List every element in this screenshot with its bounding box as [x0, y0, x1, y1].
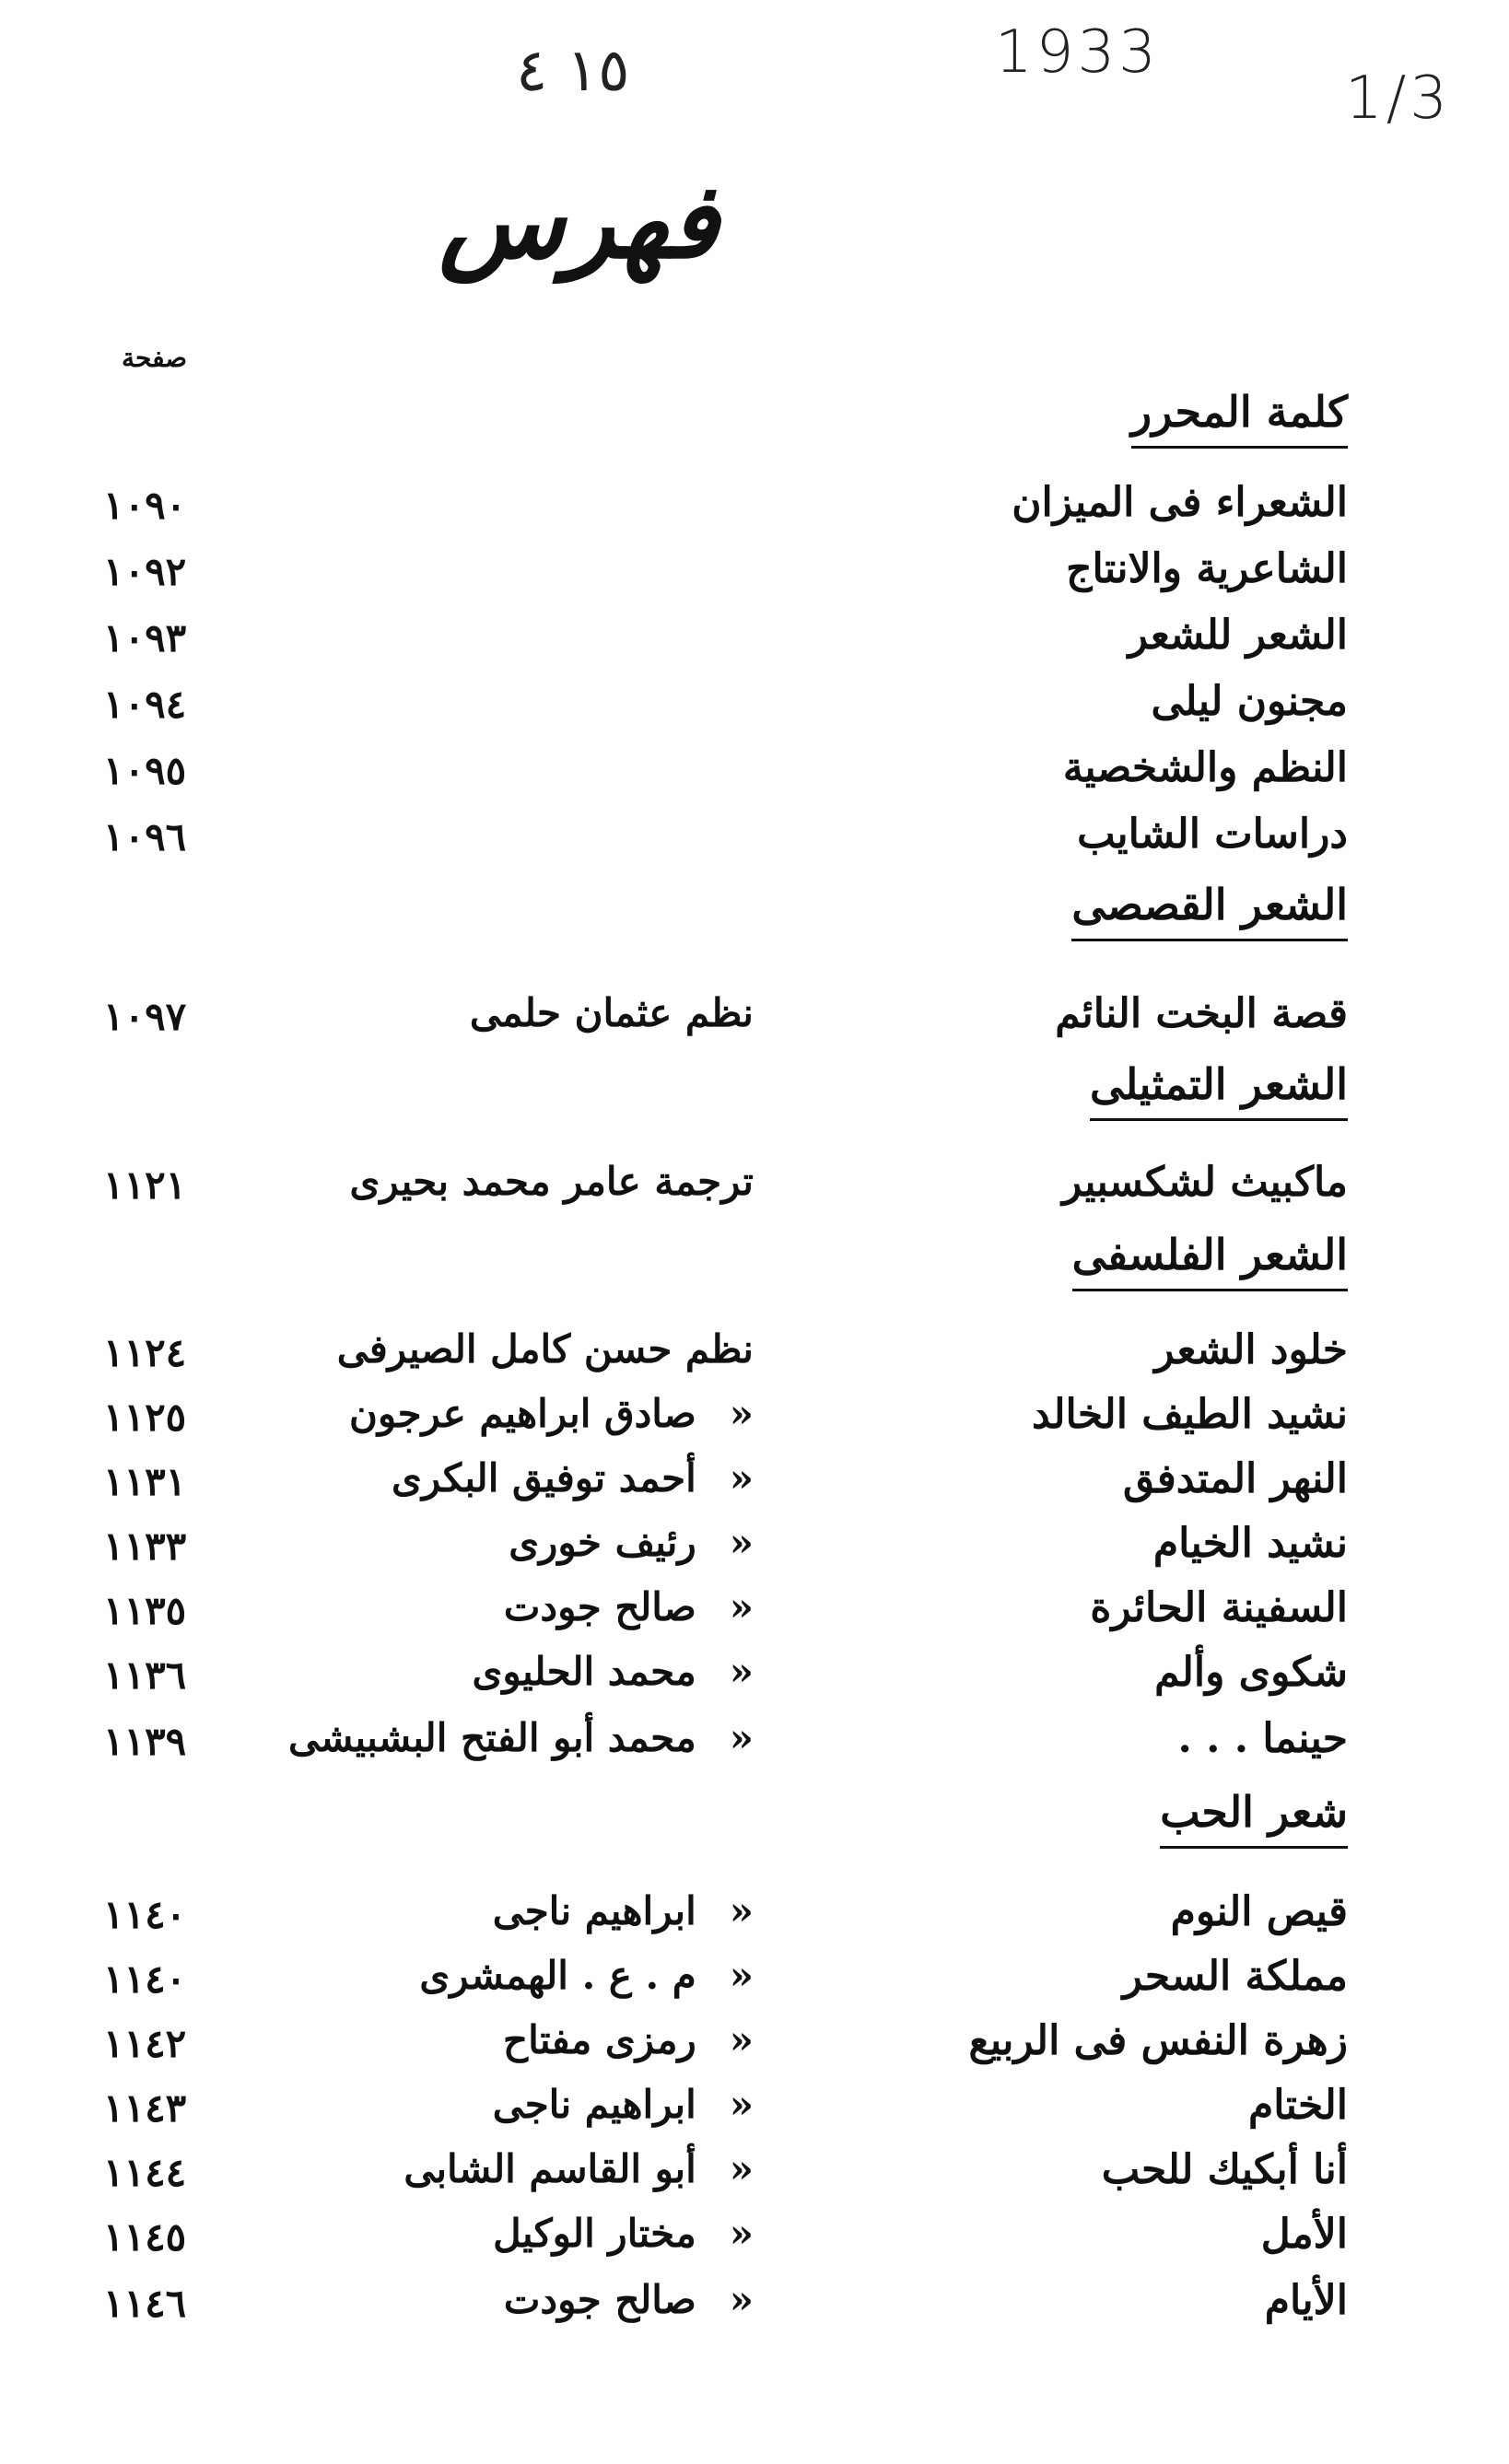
author-name: صالح جودت	[503, 1584, 696, 1629]
handwritten-note-left: ١٥ ٤	[516, 37, 630, 105]
entry-page: ١١٤٣	[103, 2085, 187, 2131]
toc-row	[0, 1715, 1509, 1780]
toc-row	[0, 744, 1509, 809]
author-name: أبو القاسم الشابى	[404, 2146, 696, 2191]
entry-title: الأمل	[1260, 2211, 1348, 2258]
entry-author	[504, 2277, 754, 2322]
entry-author	[472, 1649, 754, 1694]
entry-page: ١١٤٢	[103, 2021, 187, 2066]
entry-page: ١٠٩٣	[103, 615, 187, 660]
entry-author: نظم حسن كامل الصيرفى	[336, 1326, 754, 1372]
entry-page: ١١٣١	[103, 1459, 187, 1504]
author-name: مختار الوكيل	[493, 2211, 696, 2256]
entry-author	[419, 1953, 754, 1998]
entry-author: ترجمة عامر محمد بحيرى	[349, 1159, 754, 1204]
entry-author	[493, 1888, 754, 1933]
entry-page: ١١٣٥	[103, 1588, 187, 1633]
ditto-mark: «	[729, 2211, 754, 2256]
toc-row	[0, 1520, 1509, 1584]
entry-title: مجنون ليلى	[1151, 678, 1348, 725]
entry-page: ١٠٩٥	[103, 748, 187, 793]
author-name: رئيف خورى	[509, 1520, 696, 1565]
entry-title: زهرة النفس فى الربيع	[968, 2017, 1348, 2064]
entry-title: النظم والشخصية	[1062, 744, 1348, 791]
handwritten-year: 1933	[995, 18, 1160, 87]
entry-page: ١٠٩٢	[103, 549, 187, 594]
toc-row	[0, 1888, 1509, 1953]
entry-page: ١١٤٠	[103, 1892, 187, 1937]
toc-row	[0, 2211, 1509, 2275]
toc-row	[0, 990, 1509, 1055]
toc-row	[0, 2277, 1509, 2341]
entry-author: نظم عثمان حلمى	[469, 990, 754, 1035]
entry-title: حينما . . .	[1177, 1715, 1348, 1762]
entry-title: النهر المتدفق	[1123, 1455, 1348, 1502]
entry-author	[349, 1391, 754, 1436]
entry-page: ١١٣٣	[103, 1524, 187, 1569]
author-name: صالح جودت	[503, 2277, 696, 2322]
ditto-mark: «	[729, 1649, 754, 1694]
entry-page: ١١٤٦	[103, 2281, 187, 2326]
author-name: ابراهيم ناجى	[492, 2082, 696, 2127]
author-name: أحمد توفيق البكرى	[392, 1455, 696, 1501]
entry-title: الشعراء فى الميزان	[1012, 479, 1348, 526]
ditto-mark: «	[729, 1391, 754, 1436]
toc-row	[0, 2082, 1509, 2146]
entry-page: ١٠٩٦	[103, 814, 187, 859]
entry-title: دراسات الشايب	[1077, 811, 1348, 858]
toc-row	[0, 2146, 1509, 2211]
toc-row	[0, 2017, 1509, 2082]
toc-row	[0, 1649, 1509, 1713]
ditto-mark: «	[729, 1953, 754, 1998]
entry-author	[493, 2211, 754, 2256]
entry-page: ١١٤٠	[103, 1956, 187, 2002]
entry-page: ١١٢٥	[103, 1395, 187, 1440]
toc-row	[0, 479, 1509, 543]
entry-title: نشيد الخيام	[1152, 1520, 1348, 1567]
entry-page: ١١٣٩	[103, 1719, 187, 1764]
entry-title: شكوى وألم	[1154, 1649, 1348, 1696]
entry-author	[503, 2017, 754, 2062]
entry-author	[493, 2082, 754, 2127]
page-column-header: صفحة	[122, 343, 188, 373]
entry-page: ١٠٩٧	[103, 994, 187, 1039]
entry-title: قصة البخت النائم	[1055, 990, 1348, 1037]
toc-row	[0, 811, 1509, 875]
handwritten-fraction: 1/3	[1345, 64, 1451, 133]
entry-title: الأيام	[1264, 2277, 1348, 2324]
author-name: محمد الحليوى	[472, 1649, 696, 1694]
section-heading: الشعر التمثيلى	[1090, 1059, 1348, 1121]
entry-title: نشيد الطيف الخالد	[1032, 1391, 1348, 1438]
toc-row	[0, 1584, 1509, 1649]
section-heading: الشعر القصصى	[1071, 880, 1348, 941]
page-title: فهرس	[439, 161, 719, 282]
toc-row	[0, 1159, 1509, 1223]
entry-title: الشعر للشعر	[1128, 612, 1348, 659]
entry-author	[404, 2146, 754, 2191]
toc-row	[0, 612, 1509, 676]
toc-row	[0, 1391, 1509, 1455]
toc-row	[0, 1953, 1509, 2017]
entry-author	[392, 1455, 754, 1501]
section-heading: كلمة المحرر	[1131, 387, 1348, 449]
section-heading: شعر الحب	[1160, 1787, 1348, 1849]
ditto-mark: «	[729, 2277, 754, 2322]
entry-page: ١٠٩٠	[103, 483, 187, 528]
entry-title: أنا أبكيك للحب	[1101, 2146, 1348, 2193]
entry-title: مملكة السحر	[1122, 1953, 1348, 2000]
author-name: ابراهيم ناجى	[492, 1888, 696, 1933]
ditto-mark: «	[729, 2146, 754, 2191]
toc-row	[0, 1455, 1509, 1520]
entry-title: قيص النوم	[1170, 1888, 1348, 1935]
author-name: رمزى مفتاح	[502, 2017, 696, 2062]
ditto-mark: «	[729, 1455, 754, 1501]
entry-page: ١١٤٤	[103, 2150, 187, 2195]
entry-page: ١١٤٥	[103, 2214, 187, 2260]
entry-author	[504, 1584, 754, 1629]
ditto-mark: «	[729, 1715, 754, 1760]
entry-author	[509, 1520, 754, 1565]
entry-title: ماكبيث لشكسبير	[1061, 1159, 1348, 1206]
ditto-mark: «	[729, 2082, 754, 2127]
entry-page: ١١٢١	[103, 1162, 187, 1208]
author-name: م . ع . الهمشرى	[419, 1953, 696, 1998]
toc-row	[0, 1326, 1509, 1391]
entry-page: ١١٢٤	[103, 1330, 187, 1375]
entry-page: ١١٣٦	[103, 1652, 187, 1698]
ditto-mark: «	[729, 1584, 754, 1629]
section-heading: الشعر الفلسفى	[1072, 1230, 1348, 1291]
toc-row	[0, 678, 1509, 742]
ditto-mark: «	[729, 1520, 754, 1565]
entry-title: خلود الشعر	[1154, 1326, 1348, 1373]
toc-row	[0, 545, 1509, 610]
entry-title: الختام	[1248, 2082, 1348, 2129]
ditto-mark: «	[729, 2017, 754, 2062]
entry-title: السفينة الحائرة	[1090, 1584, 1348, 1631]
ditto-mark: «	[729, 1888, 754, 1933]
entry-author	[288, 1715, 754, 1760]
entry-page: ١٠٩٤	[103, 682, 187, 727]
author-name: صادق ابراهيم عرجون	[349, 1391, 696, 1436]
entry-title: الشاعرية والانتاج	[1066, 545, 1348, 592]
author-name: محمد أبو الفتح البشبيشى	[287, 1715, 696, 1760]
